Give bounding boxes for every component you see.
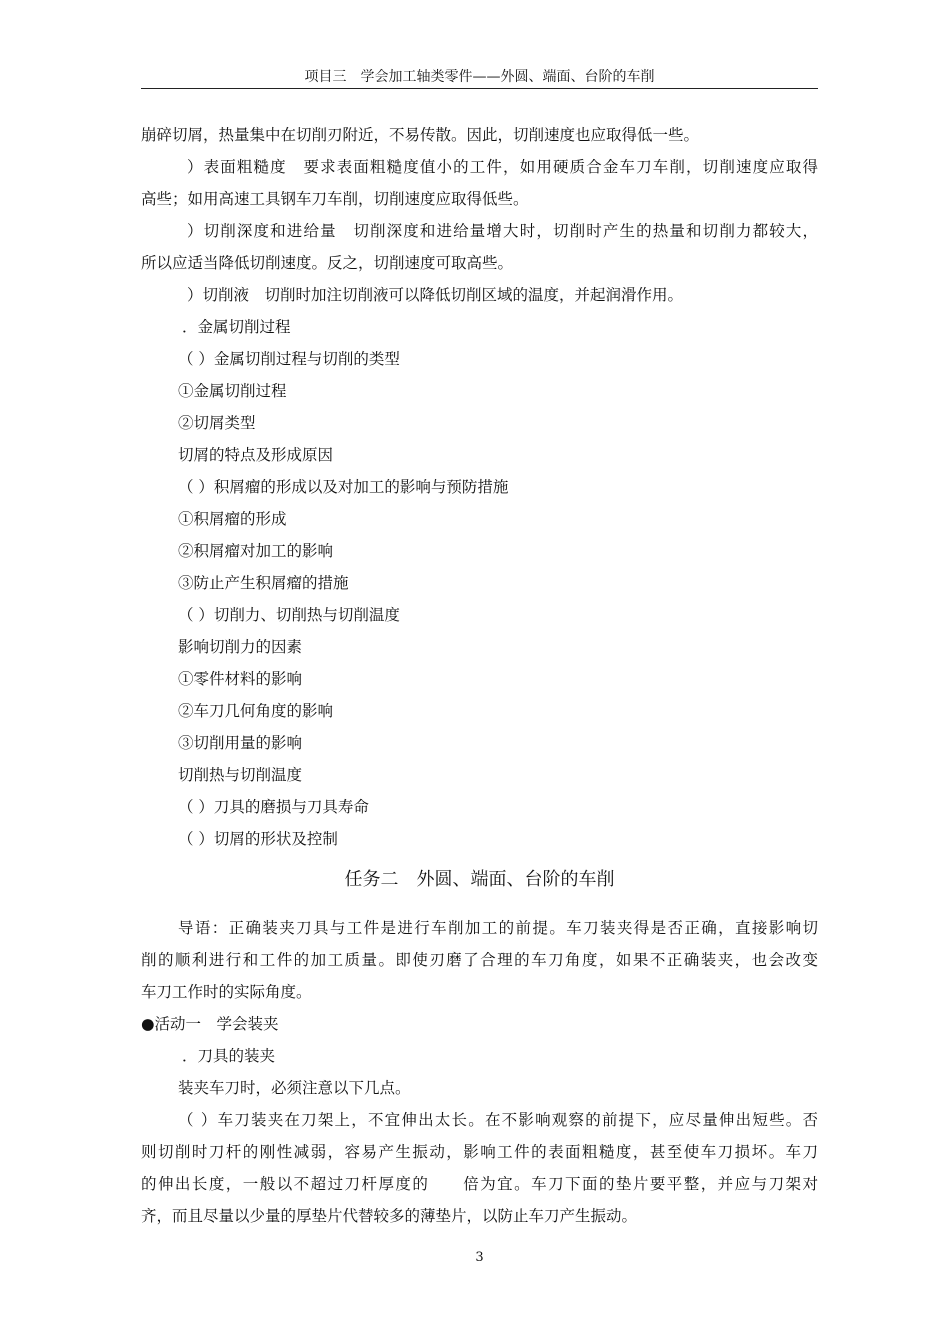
list-item: ③切削用量的影响 [178,734,303,752]
body-line: 车刀工作时的实际角度。 [141,983,312,1001]
list-heading: （ ）切屑的形状及控制 [178,830,338,848]
list-item: 切屑的特点及形成原因 [178,446,334,464]
body-line: 装夹车刀时，必须注意以下几点。 [178,1079,411,1097]
body-line: 齐，而且尽量以少量的厚垫片代替较多的薄垫片，以防止车刀产生振动。 [141,1207,638,1225]
list-heading: （ ）金属切削过程与切削的类型 [178,350,400,368]
body-line: 高些；如用高速工具钢车刀车削，切削速度应取得低些。 [141,190,529,208]
body-line: 则切削时刀杆的刚性减弱，容易产生振动，影响工件的表面粗糙度，甚至使车刀损坏。车刀 [141,1143,818,1161]
list-item: 影响切削力的因素 [178,638,303,656]
body-line: 导语：正确装夹刀具与工件是进行车削加工的前提。车刀装夹得是否正确，直接影响切 [178,919,818,937]
list-item: ②积屑瘤对加工的影响 [178,542,334,560]
body-line: 的伸出长度，一般以不超过刀杆厚度的 倍为宜。车刀下面的垫片要平整，并应与刀架对 [141,1175,818,1193]
list-item: ②车刀几何角度的影响 [178,702,334,720]
body-line: 所以应适当降低切削速度。反之，切削速度可取高些。 [141,254,514,272]
list-heading: （ ）积屑瘤的形成以及对加工的影响与预防措施 [178,478,509,496]
running-header: 项目三 学会加工轴类零件——外圆、端面、台阶的车削 [141,66,818,89]
list-item: ①金属切削过程 [178,382,287,400]
list-item: 切削热与切削温度 [178,766,303,784]
list-item: ②切屑类型 [178,414,256,432]
list-heading: （ ）切削力、切削热与切削温度 [178,606,400,624]
body-line: ）切削深度和进给量 切削深度和进给量增大时，切削时产生的热量和切削力都较大， [187,222,818,240]
body-line: ）表面粗糙度 要求表面粗糙度值小的工件，如用硬质合金车刀车削，切削速度应取得 [187,158,818,176]
list-item: ③防止产生积屑瘤的措施 [178,574,349,592]
page-number: 3 [475,1250,484,1265]
activity-heading: ●活动一 学会装夹 [141,1015,279,1033]
list-heading: （ ）刀具的磨损与刀具寿命 [178,798,369,816]
list-item: ①积屑瘤的形成 [178,510,287,528]
body-line: ）切削液 切削时加注切削液可以降低切削区域的温度，并起润滑作用。 [187,286,684,304]
list-item: ①零件材料的影响 [178,670,303,688]
subsection-heading: ．金属切削过程 [182,318,291,336]
subsection-heading: ．刀具的装夹 [182,1047,276,1065]
body-line: 崩碎切屑，热量集中在切削刃附近，不易传散。因此，切削速度也应取得低一些。 [141,126,700,144]
body-line: （ ）车刀装夹在刀架上，不宜伸出太长。在不影响观察的前提下，应尽量伸出短些。否 [178,1111,818,1129]
section-title: 任务二 外圆、端面、台阶的车削 [344,869,615,890]
body-line: 削的顺利进行和工件的加工质量。即使刃磨了合理的车刀角度，如果不正确装夹，也会改变 [141,951,818,969]
